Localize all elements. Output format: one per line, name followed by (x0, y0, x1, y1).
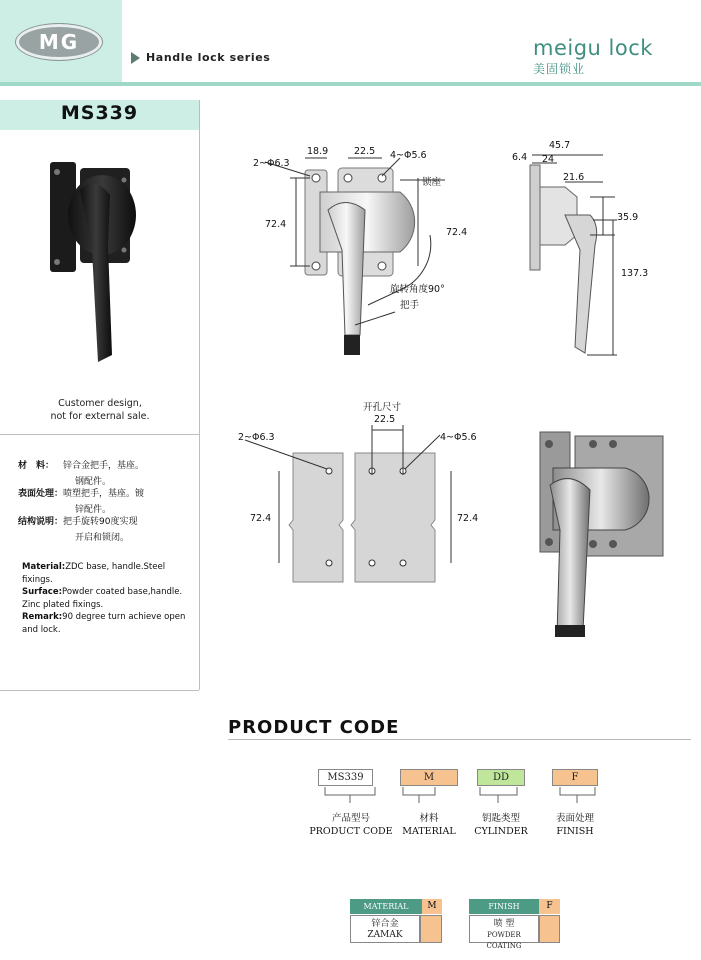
spec-material-cn (18, 460, 144, 473)
code-connectors (305, 785, 615, 805)
finish-row-cn: 喷 塑 (493, 919, 515, 929)
left-bottom-divider (0, 690, 199, 691)
spec-english (22, 561, 194, 636)
caption-line-1: Customer design, (58, 398, 142, 409)
side-dim-24: 24 (542, 154, 555, 165)
spec-en-surface: Surface:Powder coated base,handle. Zinc plated fixings. (22, 587, 183, 610)
spec-structure-value: 把手旋转90度实现 (63, 517, 138, 527)
material-row-en: ZAMAK (367, 930, 403, 940)
spec-en-remark: Remark:90 degree turn achieve open and lock. (22, 612, 186, 635)
column-divider (199, 100, 200, 690)
code-box-1: M (400, 769, 458, 786)
material-table-row (350, 915, 420, 943)
brand-logo-cn: 美固锁业 (533, 62, 586, 76)
side-dim-45-7: 45.7 (549, 140, 571, 151)
brand-badge: MG (16, 24, 102, 60)
brand-logo-text: meigu lock (533, 36, 653, 60)
material-row-cn: 锌合金 (371, 919, 399, 929)
cutout-hole-small: 2~Φ6.3 (238, 432, 275, 443)
code-label-cn-1: 材料 (419, 813, 439, 824)
finish-table-code: F (539, 899, 560, 914)
code-box-3: F (552, 769, 598, 786)
cutout-dim-72-4-right: 72.4 (457, 513, 479, 524)
cutout-dim-72-4-left: 72.4 (250, 513, 272, 524)
spec-divider (0, 434, 199, 435)
product-code-divider (228, 739, 691, 740)
code-label-cn-0: 产品型号 (331, 813, 370, 824)
spec-en-material: Material:ZDC base, handle.Steel fixings. (22, 562, 166, 585)
front-label-rotate: 旋转角度90° (390, 284, 445, 295)
spec-material-value: 锌合金把手，基座。 (63, 461, 145, 471)
side-view-drawing (505, 135, 675, 365)
code-box-0: MS339 (318, 769, 373, 786)
spec-surface-cn (18, 488, 144, 501)
cutout-title: 开孔尺寸 (363, 402, 402, 413)
front-dim-72-4-left: 72.4 (265, 219, 287, 230)
front-dim-72-4-right: 72.4 (446, 227, 468, 238)
side-dim-137-3: 137.3 (621, 268, 649, 279)
spec-surface-value: 喷塑把手，基座。镀 (63, 489, 145, 499)
finish-row-en: POWDER COATING (486, 931, 522, 950)
spec-material-value-2: 钢配件。 (75, 477, 112, 487)
code-label-en-3: FINISH (556, 826, 594, 837)
code-label-en-1: MATERIAL (402, 826, 456, 837)
caption-line-2: not for external sale. (50, 411, 150, 422)
cutout-drawing (235, 395, 495, 590)
spec-structure-value-2: 开启和锁闭。 (75, 533, 130, 543)
code-label-cn-2: 钥匙类型 (481, 813, 520, 824)
series-title: Handle lock series (146, 51, 271, 64)
play-arrow-icon (131, 52, 140, 64)
code-label-cn-3: 表面处理 (555, 813, 594, 824)
cutout-dim-22-5: 22.5 (374, 414, 396, 425)
front-label-handle: 把手 (400, 300, 420, 311)
header-divider (0, 82, 701, 86)
code-box-2: DD (477, 769, 525, 786)
code-label-en-2: CYLINDER (474, 826, 528, 837)
spec-structure-cn (18, 516, 137, 529)
model-title: MS339 (60, 102, 139, 124)
front-dim-22-5: 22.5 (354, 146, 376, 157)
product-render (535, 430, 670, 645)
finish-table-header: FINISH (469, 899, 539, 914)
front-view-drawing (250, 140, 480, 370)
front-label-base: 锁座 (422, 177, 442, 188)
front-hole-large: 4~Φ5.6 (390, 150, 427, 161)
cutout-hole-large: 4~Φ5.6 (440, 432, 477, 443)
side-dim-21-6: 21.6 (563, 172, 585, 183)
side-dim-35-9: 35.9 (617, 212, 639, 223)
material-table-code-cell (420, 915, 442, 943)
finish-table-code-cell (539, 915, 560, 943)
code-label-en-0: PRODUCT CODE (309, 826, 393, 837)
finish-table-row (469, 915, 539, 950)
product-photo (40, 150, 150, 370)
spec-material-label: 材 料： (18, 461, 55, 471)
front-dim-18-9: 18.9 (307, 146, 329, 157)
product-code-title: PRODUCT CODE (228, 717, 400, 738)
front-hole-small: 2~Φ6.3 (253, 158, 290, 169)
material-table-header: MATERIAL (350, 899, 422, 914)
side-dim-6-4: 6.4 (512, 152, 528, 163)
spec-surface-value-2: 锌配件。 (75, 505, 112, 515)
material-table-code: M (422, 899, 442, 914)
spec-structure-label: 结构说明： (18, 517, 64, 527)
spec-surface-label: 表面处理： (18, 489, 64, 499)
